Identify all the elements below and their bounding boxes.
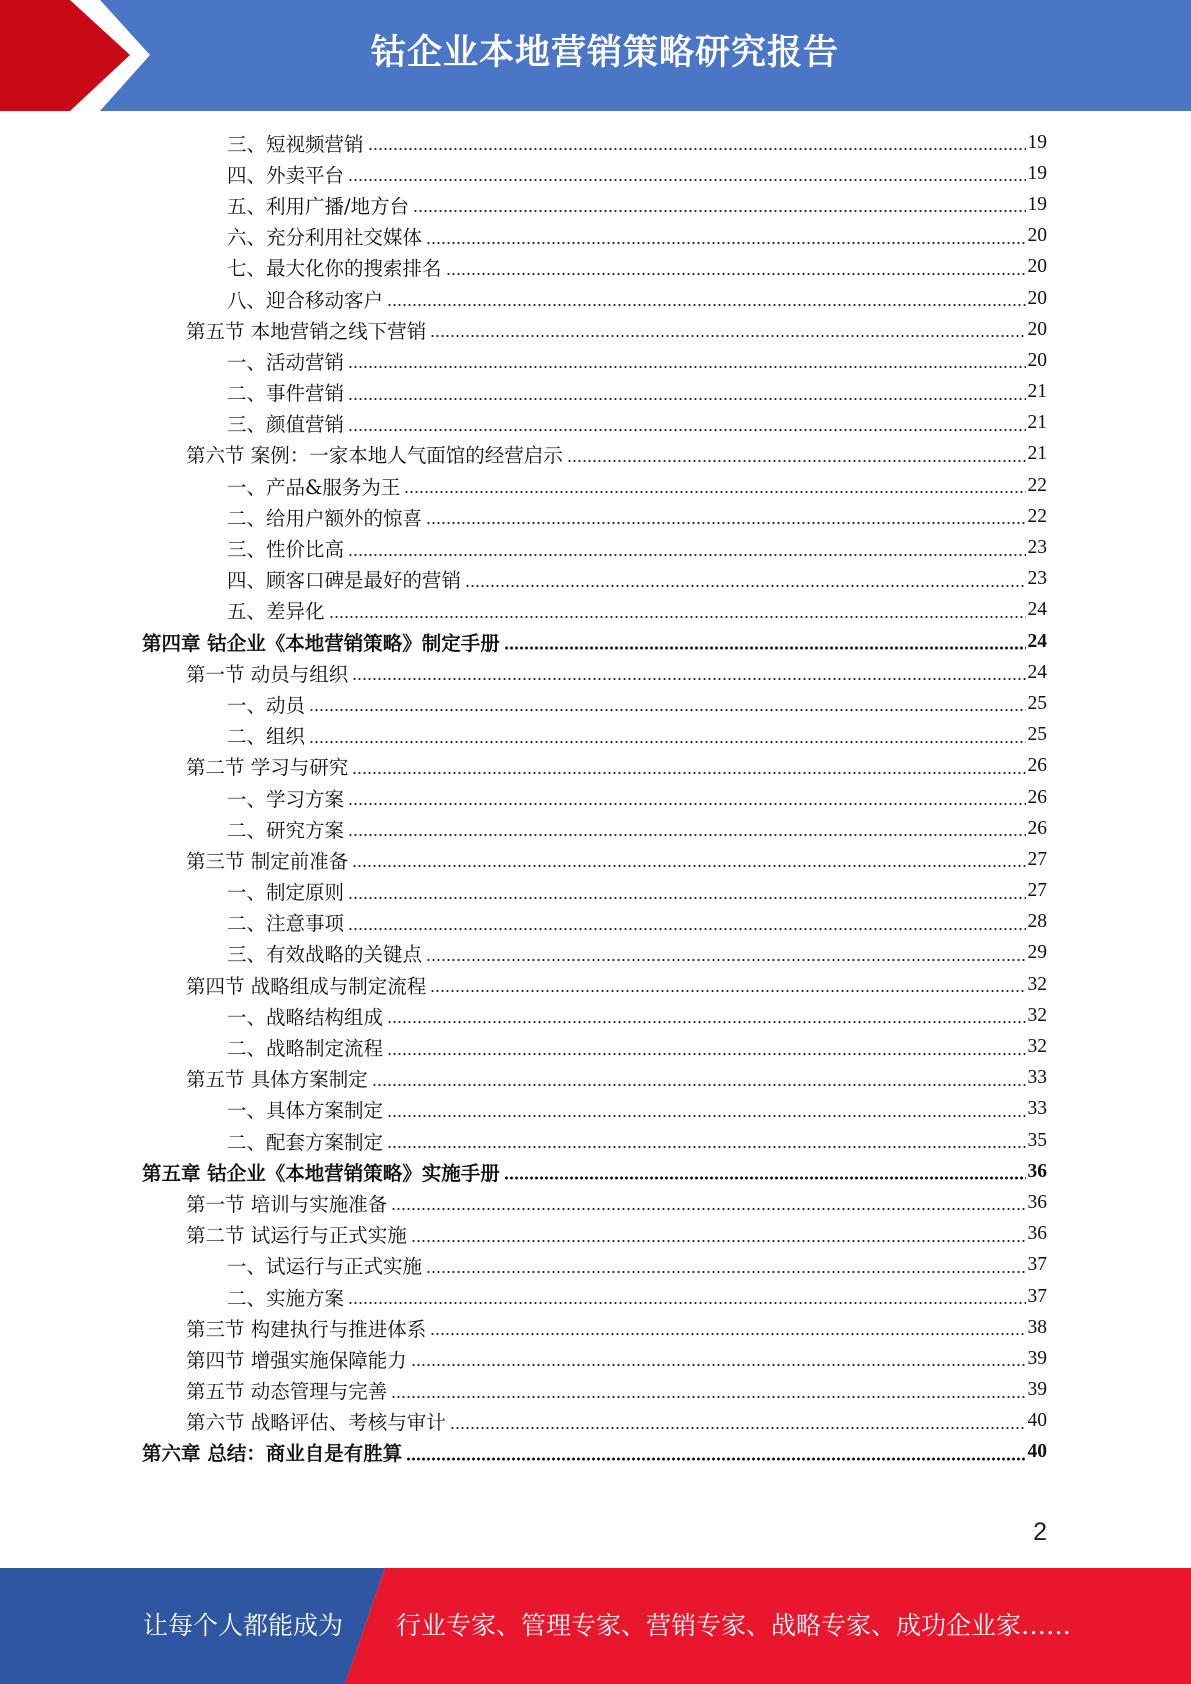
toc-dot-leader: [387, 1131, 1025, 1150]
toc-entry-label: 一、试运行与正式实施: [227, 1255, 423, 1279]
toc-entry-page: 21: [1027, 443, 1047, 465]
toc-chapter-row[interactable]: [142, 1437, 1047, 1468]
toc-entry-page: 26: [1027, 817, 1047, 839]
toc-subsection-row[interactable]: [142, 813, 1047, 844]
toc-entry-label: 二、给用户额外的惊喜: [227, 506, 423, 530]
toc-dot-leader: [348, 1287, 1025, 1306]
toc-entry-label: 二、注意事项: [227, 912, 345, 936]
toc-entry-page: 25: [1027, 692, 1047, 714]
toc-subsection-row[interactable]: [142, 1250, 1047, 1281]
toc-subsection-row[interactable]: [142, 252, 1047, 283]
toc-entry-page: 20: [1027, 349, 1047, 371]
document-title: 钴企业本地营销策略研究报告: [370, 33, 839, 73]
toc-entry-label: 四、外卖平台: [227, 163, 345, 187]
toc-entry-page: 36: [1027, 1160, 1047, 1182]
toc-dot-leader: [348, 164, 1025, 183]
toc-section-row[interactable]: [142, 1063, 1047, 1094]
toc-subsection-row[interactable]: [142, 283, 1047, 314]
toc-dot-leader: [426, 227, 1025, 246]
toc-entry-page: 27: [1027, 848, 1047, 870]
toc-entry-label: 一、动员: [227, 693, 306, 717]
toc-section-row[interactable]: [142, 314, 1047, 345]
toc-subsection-row[interactable]: [142, 1000, 1047, 1031]
toc-dot-leader: [309, 726, 1025, 745]
toc-entry-page: 36: [1027, 1223, 1047, 1245]
toc-entry-page: 32: [1027, 1036, 1047, 1058]
toc-section-row[interactable]: [142, 1343, 1047, 1374]
toc-entry-page: 26: [1027, 786, 1047, 808]
toc-subsection-row[interactable]: [142, 688, 1047, 719]
toc-dot-leader: [567, 445, 1026, 464]
toc-dot-leader: [329, 601, 1026, 620]
toc-entry-label: 二、战略制定流程: [227, 1037, 384, 1061]
footer-slogan-left: 让每个人都能成为: [143, 1611, 344, 1640]
toc-entry-page: 37: [1027, 1285, 1047, 1307]
toc-dot-leader: [504, 1162, 1026, 1181]
toc-dot-leader: [430, 1318, 1025, 1337]
toc-section-row[interactable]: [142, 1187, 1047, 1218]
toc-entry-page: 36: [1027, 1191, 1047, 1213]
toc-section-row[interactable]: [142, 1219, 1047, 1250]
toc-entry-label: 第三节 制定前准备: [186, 849, 349, 873]
toc-entry-page: 38: [1027, 1316, 1047, 1338]
toc-entry-page: 33: [1027, 1098, 1047, 1120]
toc-subsection-row[interactable]: [142, 158, 1047, 189]
toc-section-row[interactable]: [142, 969, 1047, 1000]
footer-slogan-right: 行业专家、管理专家、营销专家、战略专家、成功企业家……: [396, 1611, 1072, 1640]
toc-entry-page: 21: [1027, 381, 1047, 403]
toc-dot-leader: [426, 1256, 1025, 1275]
toc-entry-label: 第五节 本地营销之线下营销: [186, 319, 427, 343]
toc-entry-label: 第六节 战略评估、考核与审计: [186, 1411, 446, 1435]
toc-subsection-row[interactable]: [142, 876, 1047, 907]
toc-entry-page: 22: [1027, 505, 1047, 527]
toc-dot-leader: [352, 850, 1025, 869]
toc-entry-label: 第六章 总结：商业自是有胜算: [142, 1442, 403, 1466]
toc-entry-page: 23: [1027, 537, 1047, 559]
toc-entry-label: 八、迎合移动客户: [227, 288, 384, 312]
toc-entry-page: 24: [1027, 599, 1047, 621]
toc-entry-page: 39: [1027, 1347, 1047, 1369]
toc-dot-leader: [348, 788, 1025, 807]
toc-entry-label: 第一节 动员与组织: [186, 662, 349, 686]
toc-entry-label: 二、实施方案: [227, 1286, 345, 1310]
toc-subsection-row[interactable]: [142, 532, 1047, 563]
toc-section-row[interactable]: [142, 439, 1047, 470]
toc-entry-label: 三、短视频营销: [227, 132, 364, 156]
toc-entry-label: 三、颜值营销: [227, 413, 345, 437]
toc-dot-leader: [430, 975, 1025, 994]
toc-dot-leader: [387, 1038, 1025, 1057]
toc-dot-leader: [348, 882, 1025, 901]
toc-subsection-row[interactable]: [142, 408, 1047, 439]
toc-entry-label: 第五章 钴企业《本地营销策略》实施手册: [142, 1161, 500, 1185]
toc-entry-label: 第二节 试运行与正式实施: [186, 1224, 407, 1248]
toc-entry-page: 35: [1027, 1129, 1047, 1151]
toc-entry-label: 一、制定原则: [227, 881, 345, 905]
toc-entry-page: 37: [1027, 1254, 1047, 1276]
toc-chapter-row[interactable]: [142, 1156, 1047, 1187]
toc-dot-leader: [348, 383, 1025, 402]
toc-subsection-row[interactable]: [142, 938, 1047, 969]
toc-dot-leader: [411, 1225, 1026, 1244]
toc-entry-page: 23: [1027, 568, 1047, 590]
toc-subsection-row[interactable]: [142, 470, 1047, 501]
toc-dot-leader: [391, 1381, 1025, 1400]
toc-dot-leader: [348, 351, 1025, 370]
toc-section-row[interactable]: [142, 1375, 1047, 1406]
toc-dot-leader: [504, 632, 1026, 651]
toc-dot-leader: [426, 507, 1025, 526]
toc-dot-leader: [465, 570, 1025, 589]
toc-entry-label: 六、充分利用社交媒体: [227, 226, 423, 250]
toc-entry-page: 32: [1027, 1004, 1047, 1026]
toc-entry-label: 第四章 钴企业《本地营销策略》制定手册: [142, 631, 500, 655]
toc-subsection-row[interactable]: [142, 1125, 1047, 1156]
toc-dot-leader: [387, 1006, 1025, 1025]
toc-entry-page: 26: [1027, 755, 1047, 777]
toc-dot-leader: [450, 1412, 1026, 1431]
toc-subsection-row[interactable]: [142, 1281, 1047, 1312]
toc-dot-leader: [391, 1193, 1025, 1212]
toc-subsection-row[interactable]: [142, 564, 1047, 595]
toc-entry-page: 24: [1027, 661, 1047, 683]
toc-section-row[interactable]: [142, 657, 1047, 688]
toc-section-row[interactable]: [142, 1406, 1047, 1437]
toc-entry-page: 40: [1027, 1441, 1047, 1463]
toc-entry-label: 第四节 战略组成与制定流程: [186, 974, 427, 998]
toc-entry-page: 19: [1027, 193, 1047, 215]
toc-entry-label: 五、差异化: [227, 600, 325, 624]
toc-entry-label: 一、具体方案制定: [227, 1099, 384, 1123]
toc-entry-label: 第五节 具体方案制定: [186, 1068, 368, 1092]
toc-entry-label: 二、研究方案: [227, 818, 345, 842]
toc-dot-leader: [309, 694, 1025, 713]
toc-entry-label: 四、顾客口碑是最好的营销: [227, 569, 462, 593]
page-header: [0, 0, 1191, 111]
toc-subsection-row[interactable]: [142, 782, 1047, 813]
toc-entry-label: 七、最大化你的搜索排名: [227, 257, 442, 281]
toc-dot-leader: [348, 539, 1025, 558]
toc-entry-page: 40: [1027, 1410, 1047, 1432]
toc-dot-leader: [404, 476, 1025, 495]
toc-entry-label: 第四节 增强实施保障能力: [186, 1348, 407, 1372]
toc-subsection-row[interactable]: [142, 127, 1047, 158]
toc-entry-page: 25: [1027, 724, 1047, 746]
toc-dot-leader: [406, 1443, 1025, 1462]
toc-dot-leader: [387, 1100, 1025, 1119]
toc-dot-leader: [413, 195, 1025, 214]
toc-dot-leader: [348, 414, 1025, 433]
toc-dot-leader: [446, 258, 1026, 277]
toc-entry-page: 19: [1027, 162, 1047, 184]
toc-entry-label: 第二节 学习与研究: [186, 756, 349, 780]
toc-section-row[interactable]: [142, 751, 1047, 782]
toc-dot-leader: [387, 289, 1025, 308]
toc-dot-leader: [426, 944, 1025, 963]
toc-subsection-row[interactable]: [142, 189, 1047, 220]
toc-entry-page: 20: [1027, 287, 1047, 309]
toc-dot-leader: [372, 1069, 1026, 1088]
toc-entry-page: 20: [1027, 256, 1047, 278]
toc-entry-label: 二、组织: [227, 725, 306, 749]
toc-entry-label: 三、性价比高: [227, 538, 345, 562]
toc-entry-label: 第六节 案例：一家本地人气面馆的经营启示: [186, 444, 563, 468]
toc-entry-label: 五、利用广播/地方台: [227, 194, 410, 218]
toc-subsection-row[interactable]: [142, 1031, 1047, 1062]
toc-subsection-row[interactable]: [142, 501, 1047, 532]
toc-entry-page: 29: [1027, 942, 1047, 964]
toc-section-row[interactable]: [142, 844, 1047, 875]
toc-dot-leader: [411, 1349, 1026, 1368]
toc-entry-label: 一、学习方案: [227, 787, 345, 811]
toc-entry-label: 二、事件营销: [227, 382, 345, 406]
toc-entry-page: 20: [1027, 225, 1047, 247]
toc-entry-label: 第一节 培训与实施准备: [186, 1192, 388, 1216]
toc-dot-leader: [368, 133, 1026, 152]
toc-dot-leader: [352, 757, 1025, 776]
toc-dot-leader: [348, 913, 1025, 932]
toc-entry-page: 19: [1027, 131, 1047, 153]
toc-entry-label: 第三节 构建执行与推进体系: [186, 1317, 427, 1341]
toc-subsection-row[interactable]: [142, 221, 1047, 252]
toc-entry-page: 27: [1027, 880, 1047, 902]
toc-entry-page: 28: [1027, 911, 1047, 933]
toc-subsection-row[interactable]: [142, 377, 1047, 408]
toc-dot-leader: [352, 663, 1025, 682]
toc-entry-page: 32: [1027, 973, 1047, 995]
toc-entry-label: 第五节 动态管理与完善: [186, 1380, 388, 1404]
toc-entry-page: 39: [1027, 1379, 1047, 1401]
toc-entry-label: 一、活动营销: [227, 350, 345, 374]
toc-entry-label: 一、产品&服务为王: [227, 475, 401, 499]
page-footer: [0, 1568, 1191, 1684]
toc-subsection-row[interactable]: [142, 1094, 1047, 1125]
toc-section-row[interactable]: [142, 1312, 1047, 1343]
page-number: 2: [1033, 1518, 1047, 1546]
toc-entry-page: 22: [1027, 474, 1047, 496]
toc-entry-label: 二、配套方案制定: [227, 1130, 384, 1154]
toc-chapter-row[interactable]: [142, 626, 1047, 657]
toc-entry-label: 三、有效战略的关键点: [227, 943, 423, 967]
toc-subsection-row[interactable]: [142, 907, 1047, 938]
toc-entry-page: 20: [1027, 318, 1047, 340]
toc-entry-page: 33: [1027, 1067, 1047, 1089]
toc-subsection-row[interactable]: [142, 345, 1047, 376]
toc-entry-label: 一、战略结构组成: [227, 1005, 384, 1029]
toc-entry-page: 24: [1027, 630, 1047, 652]
toc-subsection-row[interactable]: [142, 720, 1047, 751]
toc-dot-leader: [348, 819, 1025, 838]
table-of-contents: [142, 127, 1047, 1468]
toc-subsection-row[interactable]: [142, 595, 1047, 626]
toc-entry-page: 21: [1027, 412, 1047, 434]
toc-dot-leader: [430, 320, 1025, 339]
